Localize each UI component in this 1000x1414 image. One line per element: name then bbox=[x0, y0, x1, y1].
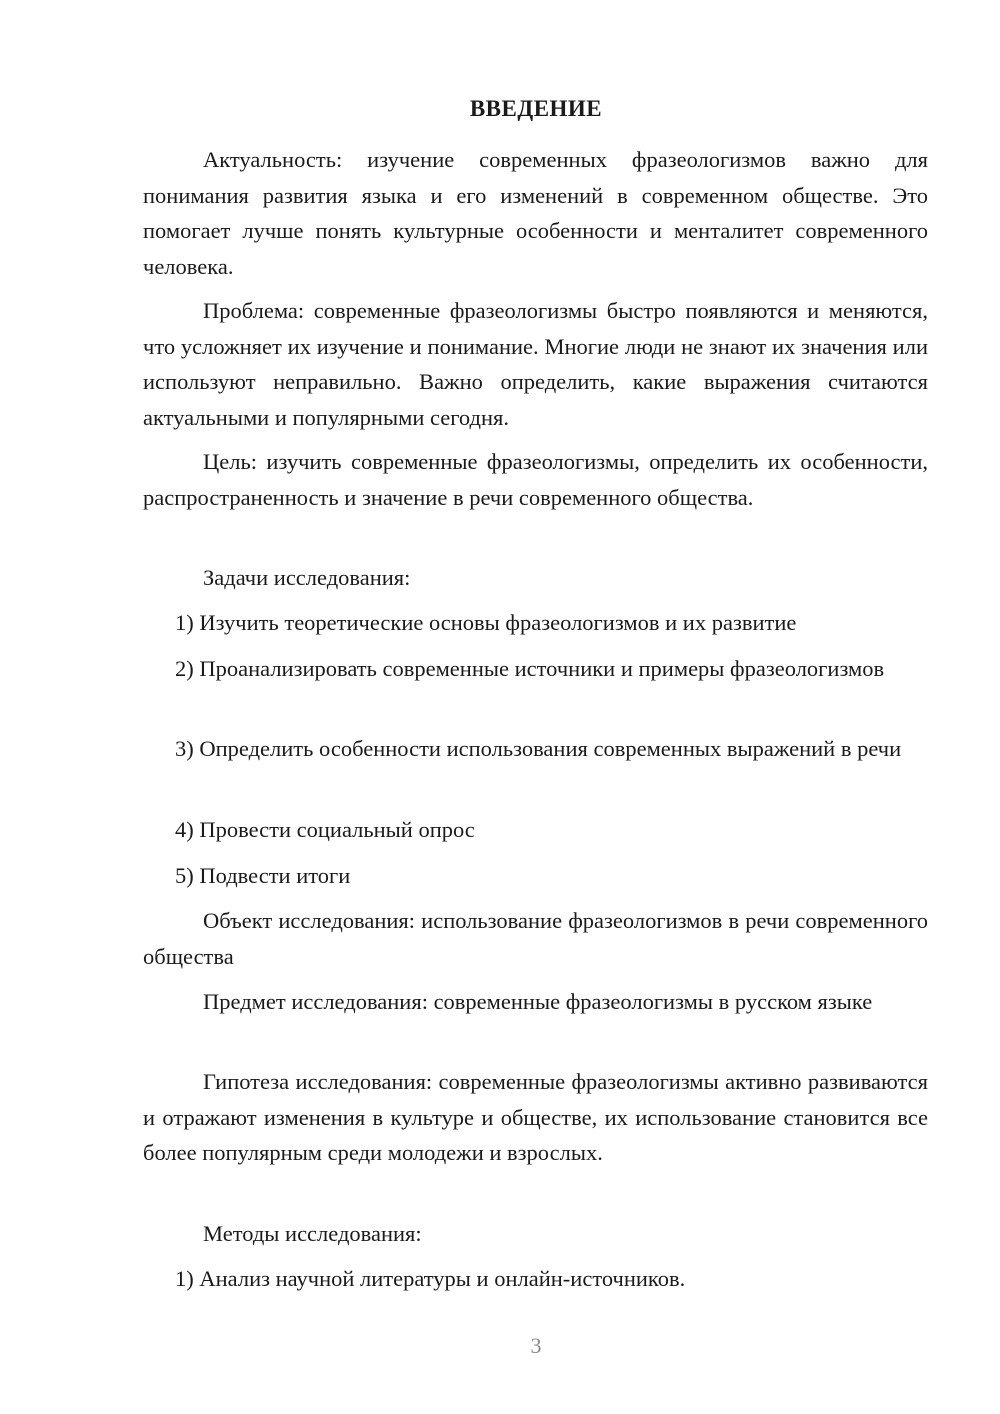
task-item: 5) Подвести итоги bbox=[175, 863, 351, 888]
method-item: 1) Анализ научной литературы и онлайн-источников. bbox=[175, 1266, 686, 1291]
relevance-paragraph: Актуальность: изучение современных фразеологизмов важно для понимания развития языка и его изменений в современном обществе. Это помогает лучше понять культурные особенности и менталитет современного человека. bbox=[143, 147, 928, 279]
task-item: 2) Проанализировать современные источники и примеры фразеологизмов bbox=[175, 656, 885, 681]
methods-heading: Методы исследования: bbox=[203, 1221, 422, 1246]
page-number: 3 bbox=[530, 1333, 542, 1358]
hypothesis-paragraph: Гипотеза исследования: современные фразеологизмы активно развиваются и отражают изменения в культуре и обществе, их использование становится все более популярным среди молодежи и взрослых. bbox=[143, 1069, 928, 1165]
task-item: 1) Изучить теоретические основы фразеологизмов и их развитие bbox=[175, 610, 797, 635]
problem-paragraph: Проблема: современные фразеологизмы быстро появляются и меняются, что усложняет их изучение и понимание. Многие люди не знают их значения или используют неправильно. Важно определить, какие выражения считаются актуальными и популярными сегодня. bbox=[143, 298, 928, 430]
task-item: 4) Провести социальный опрос bbox=[175, 817, 475, 842]
subject-paragraph: Предмет исследования: современные фразеологизмы в русском языке bbox=[203, 989, 873, 1014]
goal-paragraph: Цель: изучить современные фразеологизмы, определить их особенности, распространенность и значение в речи современного общества. bbox=[143, 449, 928, 510]
tasks-heading: Задачи исследования: bbox=[203, 565, 411, 590]
section-title: ВВЕДЕНИЕ bbox=[469, 96, 603, 121]
object-paragraph: Объект исследования: использование фразеологизмов в речи современного общества bbox=[143, 908, 928, 969]
task-item: 3) Определить особенности использования современных выражений в речи bbox=[175, 736, 902, 761]
